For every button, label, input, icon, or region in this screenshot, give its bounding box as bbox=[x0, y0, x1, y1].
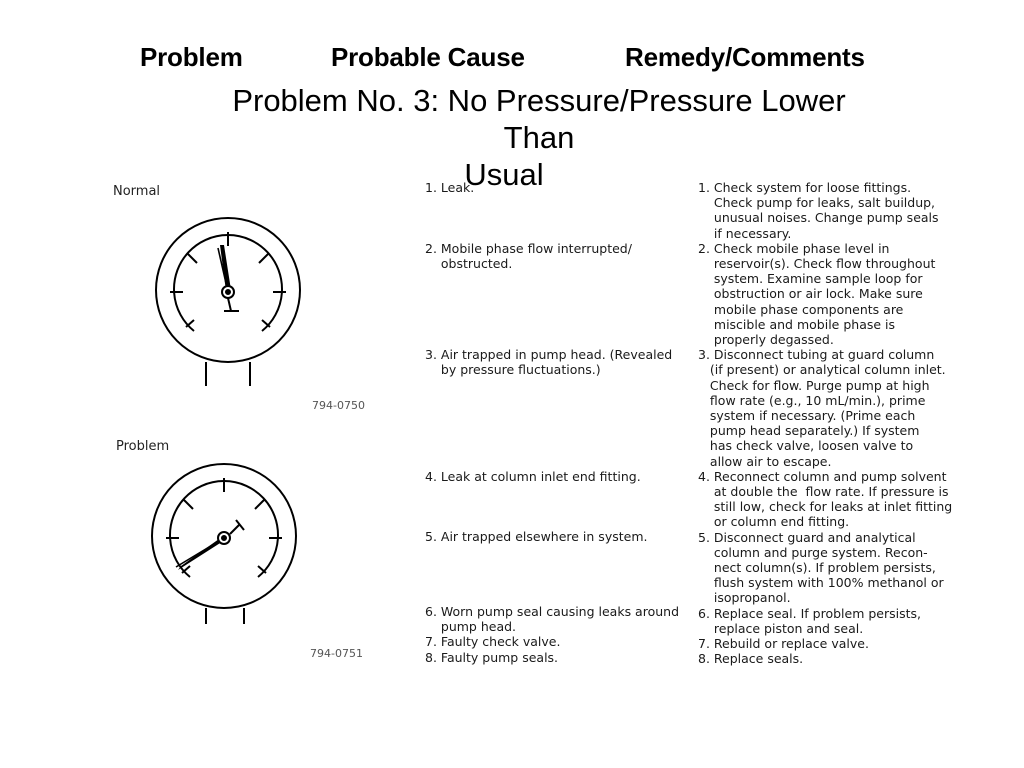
cause-item-3: 3. Air trapped in pump head. (Revealed by pressure fluctuations.) bbox=[425, 347, 673, 378]
header-remedy-comments: Remedy/Comments bbox=[625, 42, 865, 72]
pressure-gauge-low-icon bbox=[148, 458, 308, 628]
header-problem: Problem bbox=[140, 42, 243, 72]
figure-code-normal: 794-0750 bbox=[312, 399, 365, 412]
cause-item-4: 4. Leak at column inlet end fitting. bbox=[425, 469, 641, 484]
cause-item-5: 5. Air trapped elsewhere in system. bbox=[425, 529, 648, 544]
figure-label-normal: Normal bbox=[113, 184, 161, 199]
remedy-list: 1. Check system for loose fittings. Check pump for leaks, salt buildup, unusual noises. Change pump seals if necessary. 2. Check mobile phase level in reservoir(s). Check flow throughout system. Examine sample loop for obstruction or air lock. Make sure mobile phase components are miscible and mobile phase is properly degassed. 3. Disconnect tubing at guard column (if present) or analytical column inlet. Check for flow. Purge pump at high flow rate (e.g., 10 mL/min.), prime system if necessary. (Prime each pump head separately.) If system has check valve, loosen valve to allow air to escape. 4. Reconnect column and pump solvent at double the flow rate. If pressure is still low, check for leaks at inlet fitting or column end fitting. 5. Disconnect guard and analytical column and purge system. Recon- nect column(s). If problem persists, flush system with 100% methanol or isopropanol. 6. Replace seal. If problem persists, replace piston and seal. 7. Rebuild or replace valve. 8. Replace seals. bbox=[698, 180, 953, 667]
slide-title bbox=[140, 82, 868, 193]
slide-title-line-2: Usual bbox=[464, 157, 544, 192]
cause-item-1: 1. Leak. bbox=[425, 180, 475, 195]
header-probable-cause: Probable Cause bbox=[331, 42, 525, 72]
figure-code-problem: 794-0751 bbox=[310, 647, 363, 660]
cause-item-6-8: 6. Worn pump seal causing leaks around pump head. 7. Faulty check valve. 8. Faulty pump seals. bbox=[425, 604, 680, 665]
pressure-gauge-normal-icon bbox=[148, 210, 308, 390]
slide-title-line-1: Problem No. 3: No Pressure/Pressure Lower Than bbox=[232, 83, 846, 155]
figure-label-problem: Problem bbox=[116, 439, 170, 454]
cause-item-2: 2. Mobile phase flow interrupted/ obstructed. bbox=[425, 241, 632, 272]
